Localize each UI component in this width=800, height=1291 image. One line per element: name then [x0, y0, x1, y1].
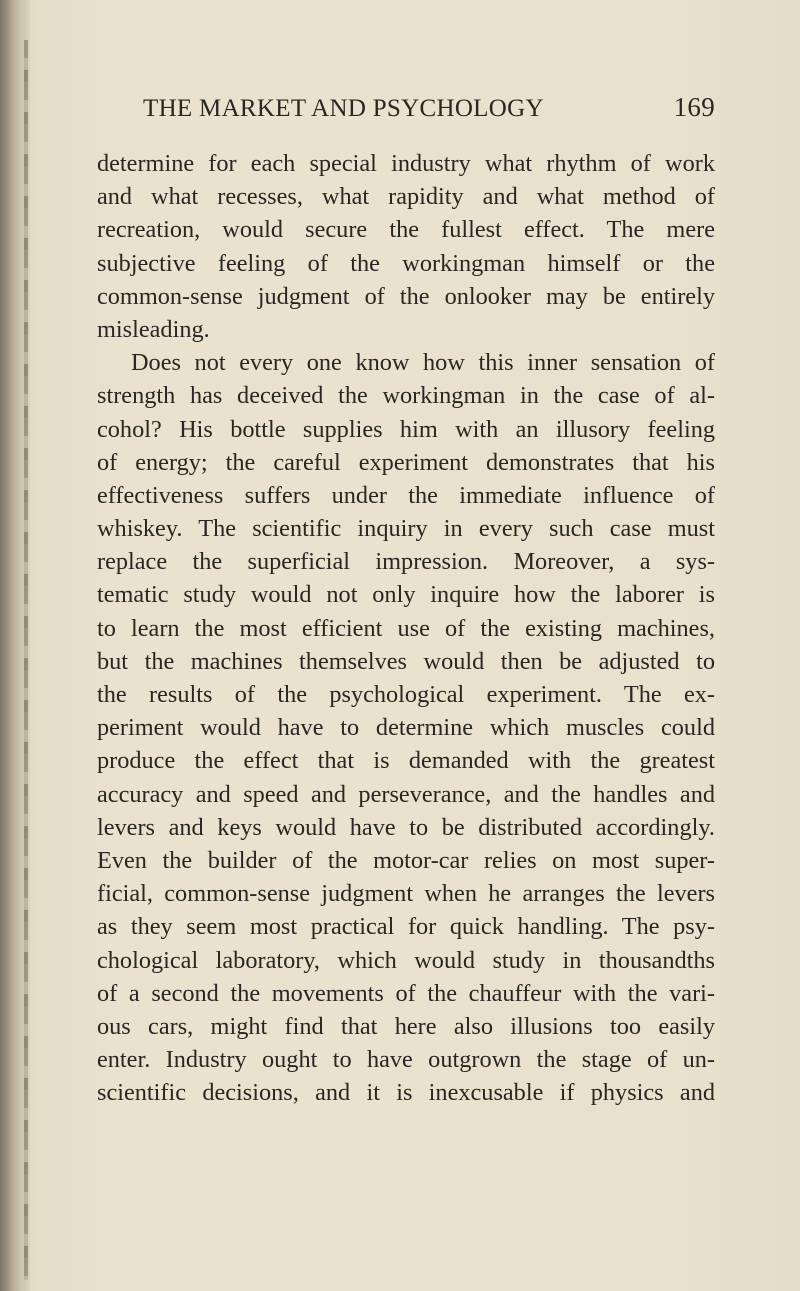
body-text — [97, 147, 715, 1109]
text-line: produce the effect that is demanded with the greatest — [97, 747, 715, 775]
text-line: periment would have to determine which muscles could — [97, 714, 715, 742]
text-line: Even the builder of the motor-car relies on most super- — [97, 846, 715, 874]
text-line: of a second the movements of the chauffeur with the vari- — [97, 979, 715, 1007]
text-line: subjective feeling of the workingman himself or the — [97, 249, 715, 277]
text-line: misleading. — [97, 315, 210, 343]
text-line: effectiveness suffers under the immediate influence of — [97, 481, 715, 509]
text-line: chological laboratory, which would study in thousandths — [97, 946, 715, 974]
text-line: scientific decisions, and it is inexcusable if physics and — [97, 1079, 715, 1107]
text-line: whiskey. The scientific inquiry in every such case must — [97, 515, 715, 543]
text-line: accuracy and speed and perseverance, and the handles and — [97, 780, 715, 808]
running-title: THE MARKET AND PSYCHOLOGY — [143, 95, 544, 122]
text-line: levers and keys would have to be distributed accordingly. — [97, 813, 715, 841]
running-head — [143, 92, 715, 132]
text-line: determine for each special industry what rhythm of work — [97, 150, 715, 177]
text-line: to learn the most efficient use of the existing machines, — [97, 614, 715, 642]
text-line: as they seem most practical for quick handling. The psy- — [97, 913, 715, 941]
text-line: enter. Industry ought to have outgrown the stage of un- — [97, 1046, 715, 1074]
text-line: recreation, would secure the fullest effect. The mere — [97, 216, 715, 244]
text-line: the results of the psychological experiment. The ex- — [97, 681, 715, 708]
binding-edge — [24, 40, 28, 1280]
text-line: but the machines themselves would then be adjusted to — [97, 647, 715, 675]
text-line: and what recesses, what rapidity and what method of — [97, 183, 715, 211]
text-line: of energy; the careful experiment demonstrates that his — [97, 448, 715, 476]
page-number: 169 — [673, 92, 715, 122]
text-line: ficial, common-sense judgment when he arranges the levers — [97, 880, 715, 908]
text-line: strength has deceived the workingman in the case of al- — [97, 382, 715, 410]
text-line: replace the superficial impression. Moreover, a sys- — [97, 548, 715, 576]
text-line: tematic study would not only inquire how the laborer is — [97, 581, 715, 609]
text-line: common-sense judgment of the onlooker may be entirely — [97, 282, 715, 310]
text-line: Does not every one know how this inner sensation of — [131, 349, 715, 377]
text-line: ous cars, might find that here also illusions too easily — [97, 1012, 715, 1040]
text-line: cohol? His bottle supplies him with an illusory feeling — [97, 415, 715, 443]
